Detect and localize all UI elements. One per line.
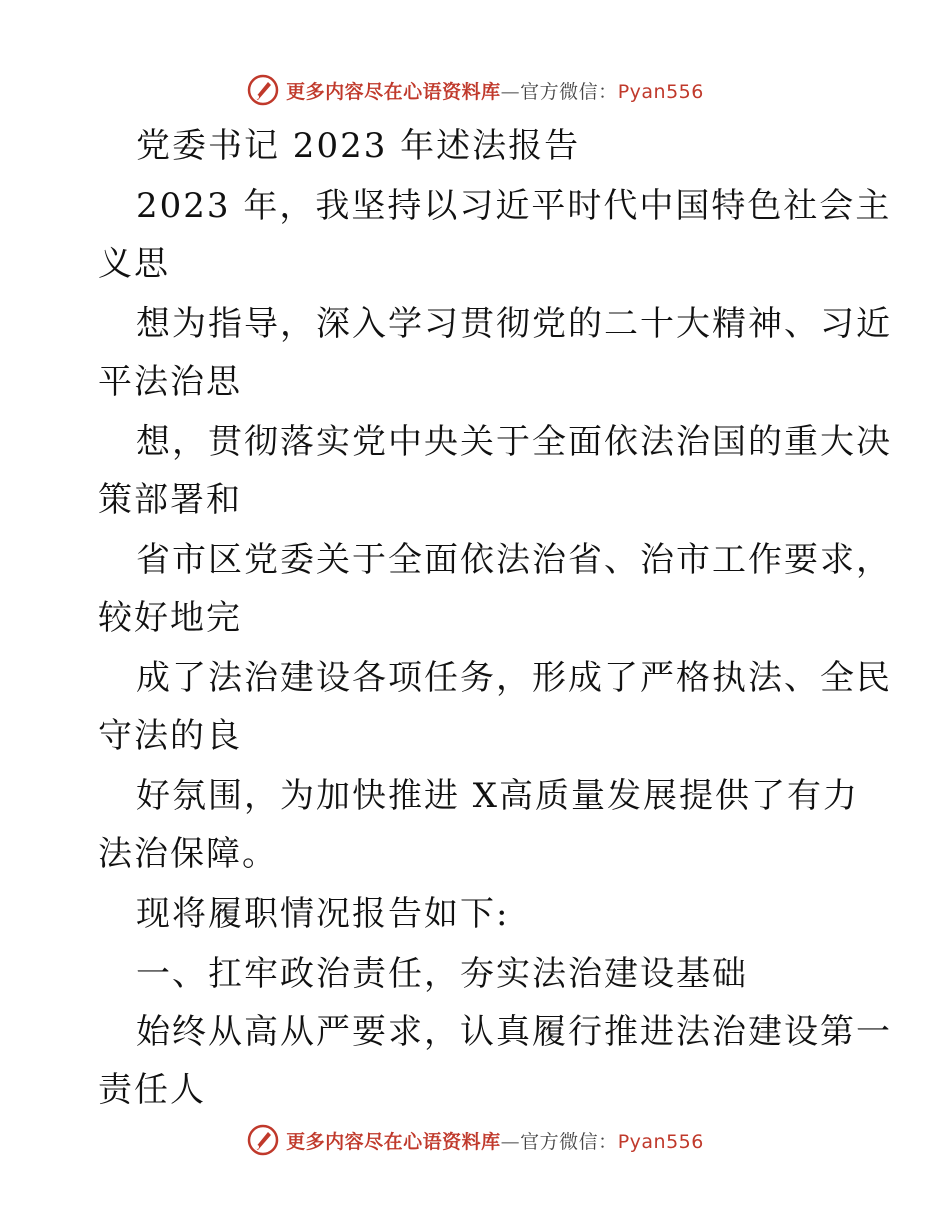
paragraph-line: 平法治思 (98, 362, 242, 402)
paragraph-line: 想为指导，深入学习贯彻党的二十大精神、习近 (136, 304, 892, 344)
watermark-wechat-id: Pyan556 (617, 80, 704, 103)
quill-circle-icon (246, 73, 280, 107)
watermark-text (286, 77, 704, 104)
paragraph-line: 策部署和 (98, 480, 242, 520)
paragraph-line: 省市区党委关于全面依法治省、治市工作要求， (136, 540, 892, 580)
watermark-official-label: 官方微信： (520, 80, 618, 103)
watermark-header (0, 70, 950, 110)
watermark-main-text: 更多内容尽在心语资料库 (286, 80, 501, 103)
paragraph-line: 现将履职情况报告如下: (136, 894, 510, 934)
watermark-dash: — (500, 1130, 521, 1153)
watermark-text (286, 1127, 704, 1154)
watermark-footer (0, 1120, 950, 1160)
paragraph-line: 好氛围，为加快推进 X高质量发展提供了有力 (136, 776, 860, 816)
document-title: 党委书记 2023 年述法报告 (136, 126, 581, 166)
paragraph-line: 始终从高从严要求，认真履行推进法治建设第一 (136, 1012, 892, 1052)
watermark-official-label: 官方微信： (520, 1130, 618, 1153)
paragraph-line: 2023 年，我坚持以习近平时代中国特色社会主 (136, 186, 892, 226)
watermark-dash: — (500, 80, 521, 103)
watermark-wechat-id: Pyan556 (617, 1130, 704, 1153)
paragraph-line: 法治保障。 (98, 834, 278, 874)
paragraph-line: 较好地完 (98, 598, 242, 638)
paragraph-line: 成了法治建设各项任务，形成了严格执法、全民 (136, 658, 892, 698)
watermark-main-text: 更多内容尽在心语资料库 (286, 1130, 501, 1153)
paragraph-line: 义思 (98, 244, 170, 284)
paragraph-line: 责任人 (98, 1070, 206, 1110)
quill-circle-icon (246, 1123, 280, 1157)
paragraph-line: 想，贯彻落实党中央关于全面依法治国的重大决 (136, 422, 892, 462)
section-heading: 一、扛牢政治责任，夯实法治建设基础 (136, 954, 748, 994)
paragraph-line: 守法的良 (98, 716, 242, 756)
